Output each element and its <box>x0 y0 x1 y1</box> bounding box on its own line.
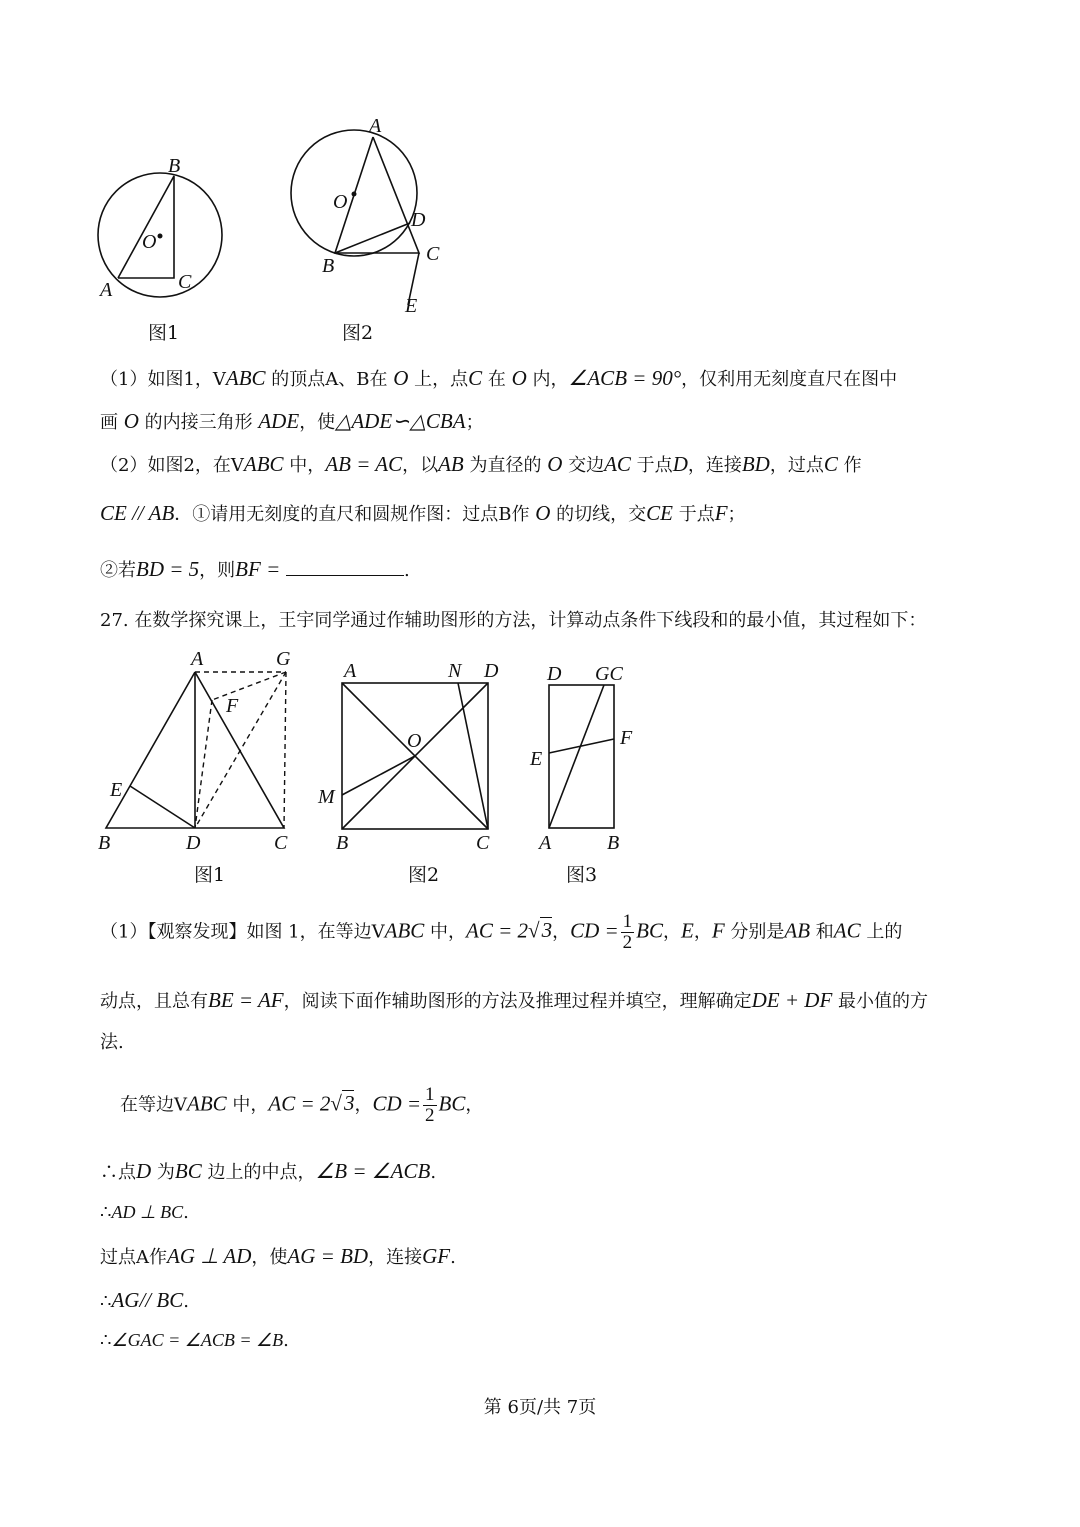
dashed-gc <box>284 672 286 828</box>
dashed-fd <box>195 700 212 828</box>
segment-ag <box>549 685 604 828</box>
label-o: O <box>407 730 422 752</box>
figure-27-1 <box>90 640 310 860</box>
figure-27-2-caption: 图2 <box>408 864 440 886</box>
label-e: E <box>530 748 543 770</box>
p27-part1-line3: 法. <box>100 1032 124 1053</box>
figure-27-1-caption: 图1 <box>194 864 226 886</box>
answer-blank[interactable] <box>286 560 404 576</box>
label-c: C <box>178 271 192 293</box>
label-g: G <box>276 648 291 670</box>
label-a: A <box>344 660 357 682</box>
p26-part1-line1: （1）如图1，VABC 的顶点A、B在 O 上，点C 在 O 内，∠ACB = 90°，仅利用无刻度直尺在图中 <box>100 366 898 390</box>
center-point <box>352 192 357 197</box>
segment-ef <box>549 739 614 753</box>
page-footer: 第 6页/共 7页 <box>483 1397 597 1418</box>
figure-27-3-caption: 图3 <box>566 864 598 886</box>
step-1: 在等边VABC 中，AC = 2√3，CD = $\frac{1}{2}$ BC， <box>120 1084 484 1126</box>
step-6: ∴∠GAC = ∠ACB = ∠B. <box>100 1330 289 1351</box>
segment-ed <box>130 786 195 828</box>
figure-26-2 <box>285 110 455 320</box>
p26-part2-line1: （2）如图2，在VABC 中，AB = AC，以AB 为直径的 O 交边AC 于点D，连接BD，过点C 作 <box>100 452 862 476</box>
p26-part2-line2: CE // AB．①请用无刻度的直尺和圆规作图：过点B作 O 的切线，交CE 于点F； <box>100 501 746 525</box>
label-b: B <box>98 832 111 854</box>
label-a: A <box>100 279 113 301</box>
p27-part1-line2: 动点，且总有BE = AF，阅读下面作辅助图形的方法及推理过程并填空，理解确定DE + DF 最小值的方 <box>100 988 929 1012</box>
segment-nc <box>458 683 488 829</box>
label-c: C <box>426 243 440 265</box>
figure-26-2-caption: 图2 <box>342 322 374 344</box>
figure-27-2 <box>310 655 520 860</box>
label-a: A <box>539 832 552 854</box>
p27-intro: 27. 在数学探究课上，王宇同学通过作辅助图形的方法，计算动点条件下线段和的最小值，其过程如下： <box>100 610 927 631</box>
step-5: ∴AG// BC. <box>100 1288 189 1312</box>
triangle-abc <box>118 176 174 278</box>
segment-mo <box>342 756 415 795</box>
label-a: A <box>191 648 204 670</box>
label-n: N <box>448 660 462 682</box>
step-3: ∴AD ⊥ BC. <box>100 1202 189 1223</box>
label-o: O <box>142 231 157 253</box>
figure-27-3 <box>525 655 655 860</box>
p26-part1-line2: 画 O 的内接三角形 ADE，使△ADE∽△CBA； <box>100 409 484 433</box>
label-e: E <box>405 295 418 317</box>
label-c: C <box>476 832 490 854</box>
label-c: C <box>274 832 288 854</box>
figure-26-1 <box>90 150 240 310</box>
label-m: M <box>318 786 335 808</box>
figure-26-1-caption: 图1 <box>148 322 180 344</box>
step-4: 过点A作AG ⊥ AD，使AG = BD，连接GF. <box>100 1244 456 1268</box>
label-e: E <box>110 779 123 801</box>
label-b: B <box>336 832 349 854</box>
rectangle-abcd <box>549 685 614 828</box>
label-b: B <box>168 155 181 177</box>
label-b: B <box>322 255 335 277</box>
label-b: B <box>607 832 620 854</box>
center-point <box>158 234 163 239</box>
step-2: ∴点D 为BC 边上的中点，∠B = ∠ACB. <box>100 1159 437 1183</box>
label-f: F <box>620 727 633 749</box>
label-d: D <box>547 663 562 685</box>
label-d: D <box>411 209 426 231</box>
p26-part2-line3: ②若BD = 5，则BF = . <box>100 557 410 581</box>
p27-part1-line1: （1）【观察发现】如图 1，在等边VABC 中，AC = 2√3，CD = $\frac{1}{2}$ BC，E，F 分别是AB 和AC 上的 <box>100 911 903 953</box>
dashed-gf <box>212 672 286 700</box>
label-o: O <box>333 191 348 213</box>
label-d: D <box>186 832 201 854</box>
label-f: F <box>226 695 239 717</box>
label-d: D <box>484 660 499 682</box>
label-gc: GC <box>595 663 623 685</box>
label-a: A <box>369 115 382 137</box>
